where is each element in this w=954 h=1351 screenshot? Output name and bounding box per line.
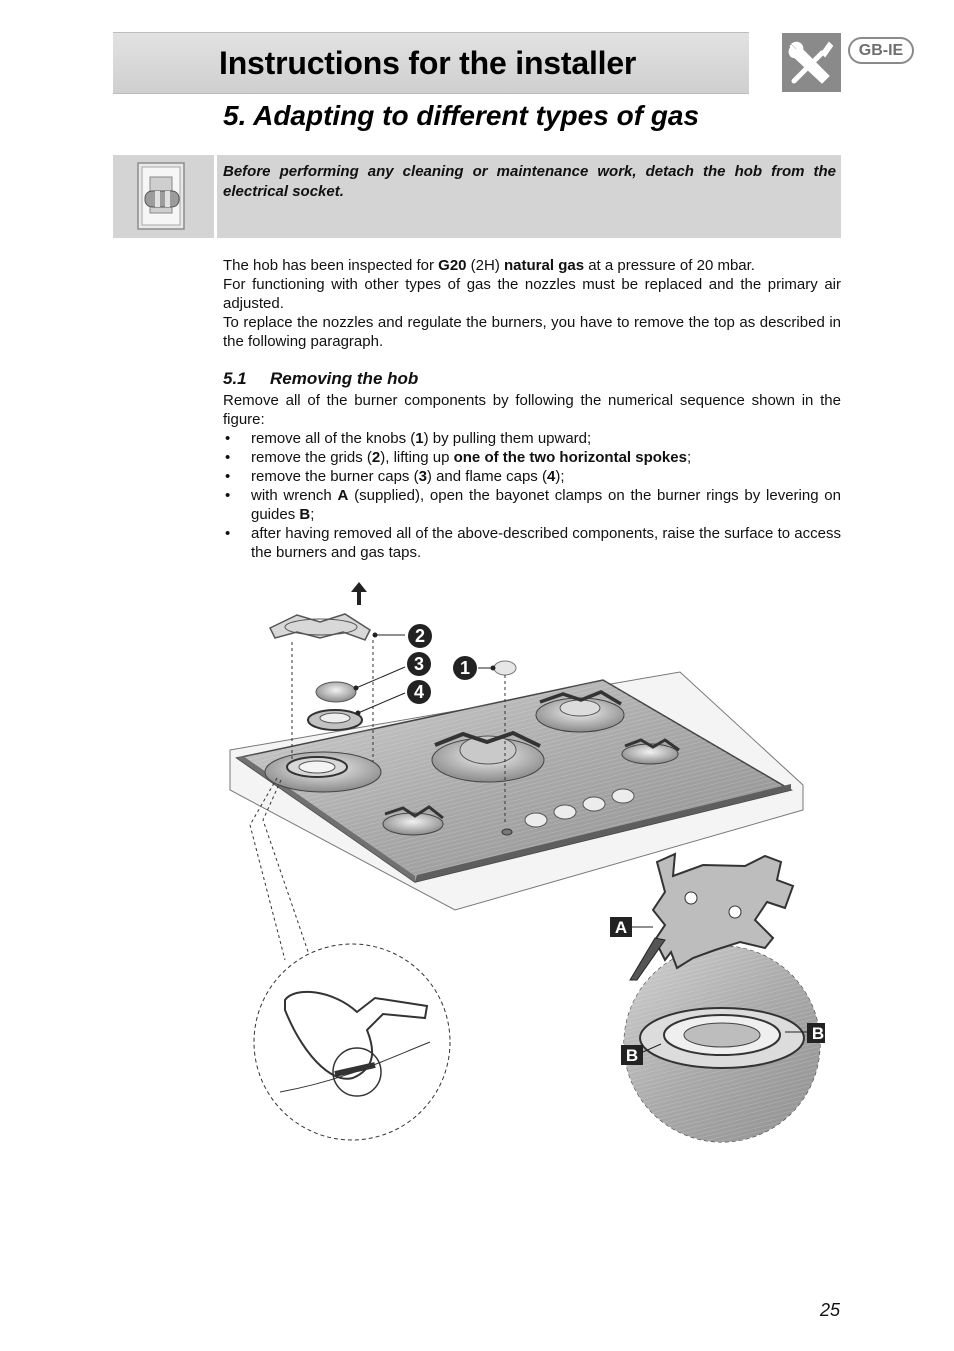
knob-exploded (494, 661, 516, 675)
burner-right-small (622, 740, 679, 764)
intro-paragraph (223, 256, 841, 351)
callout-label: 2 (414, 626, 426, 646)
gas-code: G20 (438, 257, 467, 274)
detail-circle-burner-ring (620, 945, 825, 1145)
list-item-ref: 2 (371, 449, 381, 466)
list-item-text: ); (555, 468, 565, 485)
list-item (223, 486, 841, 524)
list-item-text: ; (686, 449, 692, 466)
intro-line-1 (223, 256, 841, 275)
bullet: • (225, 449, 231, 466)
subsection-number: 5.1 (223, 369, 247, 388)
list-item-text: (supplied), open the bayonet clamps on the burner rings by levering on guides (251, 487, 841, 523)
list-item-text: ), lifting up (380, 449, 454, 466)
list-item-ref: 1 (415, 430, 424, 447)
subsection-body (223, 391, 841, 562)
detail-circle-grid-spoke (254, 944, 450, 1140)
list-item (223, 429, 841, 448)
callout-label: B (625, 1046, 639, 1065)
callout-label: 1 (459, 658, 471, 678)
bullet: • (225, 487, 231, 504)
list-item-ref: 3 (418, 468, 427, 485)
callout-label: 4 (413, 682, 425, 702)
list-item (223, 448, 841, 467)
intro-text: (2H) (466, 257, 505, 274)
intro-line-2: For functioning with other types of gas the nozzles must be replaced and the primary air adjusted. (223, 276, 841, 312)
header-bar (113, 32, 749, 94)
pan-grid-exploded (270, 582, 370, 640)
flame-cap-exploded (308, 710, 362, 730)
bullet: • (225, 468, 231, 485)
section-title: 5. Adapting to different types of gas (223, 100, 700, 131)
list-item-text: with wrench (251, 487, 338, 504)
list-item-text: remove all of the knobs ( (251, 430, 416, 447)
subsection-text: Remove all of the burner components by following the numerical sequence shown in the figure: (223, 392, 841, 428)
callout-flame-cap (356, 680, 432, 716)
callout-wrench (610, 917, 653, 937)
warning-box (217, 155, 841, 238)
list-item-ref: B (299, 506, 311, 523)
screwdriver-wrench-icon (782, 33, 841, 92)
list-item-text: remove the grids ( (251, 449, 372, 466)
burner-centre-triple-ring (432, 733, 544, 782)
gas-type: natural gas (504, 257, 585, 274)
list-item (223, 524, 841, 562)
intro-text: at a pressure of 20 mbar. (584, 257, 755, 274)
callout-label: A (614, 918, 628, 937)
socket-plug-icon (113, 155, 214, 238)
warning-text: Before performing any cleaning or maintenance work, detach the hob from the electrical socket. (223, 163, 836, 200)
subsection-title (223, 369, 418, 389)
list-item-text: ; (310, 506, 315, 523)
warning-icon-box (113, 155, 214, 238)
list-item-emphasis: one of the two horizontal spokes (453, 449, 687, 466)
list-item-text: ) and flame caps ( (426, 468, 547, 485)
callout-label: B (811, 1024, 825, 1043)
hob-removal-figure (225, 580, 825, 1155)
callout-label: 3 (413, 654, 425, 674)
header-title: Instructions for the installer (219, 45, 637, 81)
bullet: • (225, 430, 231, 447)
language-badge: GB-IE (848, 37, 914, 64)
list-item-ref: 4 (546, 468, 556, 485)
list-item-text: ) by pulling them upward; (423, 430, 592, 447)
burner-rear-right (536, 692, 624, 732)
page-number: 25 (819, 1300, 840, 1320)
callout-grid (373, 624, 433, 648)
intro-line-3: To replace the nozzles and regulate the burners, you have to remove the top as described in the following paragraph. (223, 314, 841, 350)
burner-front-left (265, 752, 381, 792)
bullet: • (225, 525, 231, 542)
list-item-ref: A (337, 487, 349, 504)
list-item (223, 467, 841, 486)
step-list (223, 429, 841, 562)
list-item-text: after having removed all of the above-described components, raise the surface to access the burners and gas taps. (251, 525, 841, 561)
callout-knob (453, 656, 496, 680)
subsection-heading: Removing the hob (270, 369, 419, 388)
intro-text: The hob has been inspected for (223, 257, 439, 274)
burner-cap-exploded (316, 682, 356, 702)
list-item-text: remove the burner caps ( (251, 468, 419, 485)
